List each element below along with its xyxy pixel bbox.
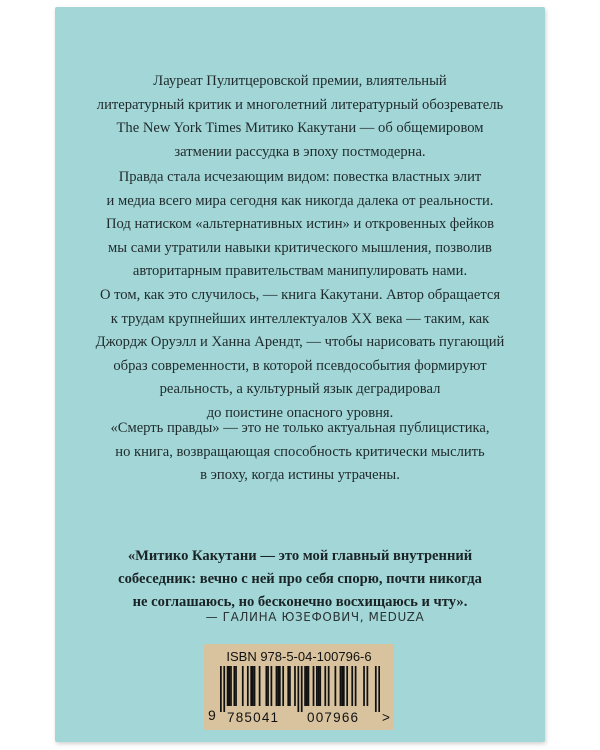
barcode-bar	[279, 666, 281, 706]
barcode-bar	[306, 666, 308, 706]
barcode-bar	[233, 666, 235, 706]
ean-left-group: 785041	[227, 710, 280, 725]
barcode-bar	[346, 666, 348, 706]
barcode-bar	[367, 666, 369, 706]
intro-line: The New York Times Митико Какутани — об общемировом	[116, 120, 484, 137]
barcode-bar	[289, 666, 291, 706]
body-line: авторитарным правительствам манипулировать нами.	[132, 263, 468, 280]
quote-attribution: — ГАЛИНА ЮЗЕФОВИЧ, MEDUZA	[205, 610, 425, 624]
barcode-bar	[335, 666, 337, 706]
pull-quote	[55, 545, 545, 614]
barcode-bar	[230, 666, 232, 706]
quote-line: не соглашаюсь, но бесконечно восхищаюсь и чту».	[132, 594, 468, 610]
barcode-bar	[282, 666, 284, 706]
barcode-bar	[220, 666, 222, 712]
ean-quiet-zone-marker: >	[382, 710, 390, 725]
body-line: Джордж Оруэлл и Ханна Арендт, — чтобы нарисовать пугающий	[95, 334, 505, 351]
barcode-bar	[351, 666, 353, 706]
body-line: к трудам крупнейших интеллектуалов XX века — таким, как	[110, 310, 490, 327]
barcode-bar	[294, 666, 296, 706]
body-line: Под натиском «альтернативных истин» и откровенных фейков	[105, 216, 495, 233]
barcode-bar	[247, 666, 249, 706]
intro-line: Лауреат Пулитцеровской премии, влиятельный	[153, 73, 447, 89]
barcode-bar	[316, 666, 318, 706]
body-paragraph	[55, 166, 545, 426]
barcode-bar	[308, 666, 310, 706]
ean-first-digit: 9	[208, 707, 216, 723]
barcode-bar	[265, 666, 267, 706]
barcode-bar	[250, 666, 252, 706]
quote-line: собеседник: вечно с ней про себя спорю, почти никогда	[118, 571, 482, 587]
closing-line: в эпоху, когда истины утрачены.	[200, 467, 400, 484]
barcode-bar	[328, 666, 330, 706]
barcode-bar	[259, 666, 261, 706]
barcode-bar	[340, 666, 342, 706]
barcode-bar	[271, 666, 273, 706]
body-line: до поистине опасного уровня.	[206, 404, 394, 421]
body-line: образ современности, в которой псевдособытия формируют	[113, 357, 487, 374]
intro-line: литературный критик и многолетний литературный обозреватель	[96, 96, 504, 113]
barcode-bar	[242, 666, 244, 706]
barcode-bar	[378, 666, 380, 712]
barcode-bar	[227, 666, 229, 706]
barcode-bar	[355, 666, 357, 706]
isbn-label: ISBN 978-5-04-100796-6	[226, 649, 372, 664]
book-back-cover	[55, 7, 545, 742]
body-line: и медиа всего мира сегодня как никогда далека от реальности.	[106, 192, 494, 209]
barcode-icon	[220, 666, 380, 712]
quote-line: «Митико Какутани — это мой главный внутренний	[127, 548, 473, 564]
barcode-bar	[235, 666, 237, 706]
barcode-bar	[277, 666, 279, 706]
barcode-bar	[287, 666, 289, 706]
barcode-bar	[267, 666, 269, 706]
body-line: Правда стала исчезающим видом: повестка властных элит	[118, 169, 482, 185]
closing-line: «Смерть правды» — это не только актуальная публицистика,	[110, 420, 490, 436]
body-line: реальность, а культурный язык деградировал	[159, 381, 441, 398]
barcode-bar	[301, 666, 303, 712]
intro-line: затмении рассудка в эпоху постмодерна.	[174, 143, 426, 160]
barcode-bar	[228, 666, 230, 706]
barcode-bar	[318, 666, 320, 706]
closing-paragraph	[55, 417, 545, 488]
barcode-bar	[363, 666, 365, 706]
barcode-bar	[254, 666, 256, 706]
barcode-bar	[313, 666, 315, 706]
body-line: мы сами утратили навыки критического мышления, позволив	[108, 239, 492, 256]
barcode-bar	[343, 666, 345, 706]
intro-paragraph	[55, 70, 545, 164]
barcode-bar	[304, 666, 306, 706]
barcode-bar	[223, 666, 225, 712]
barcode-bar	[297, 666, 299, 712]
barcode-bar	[319, 666, 321, 706]
ean-right-group: 007966	[307, 710, 360, 725]
barcode-bar	[341, 666, 343, 706]
barcode-bar	[324, 666, 326, 706]
barcode-bar	[276, 666, 278, 706]
barcode-bar	[375, 666, 377, 712]
barcode-bar	[252, 666, 254, 706]
isbn-barcode-panel	[204, 644, 394, 730]
body-line: О том, как это случилось, — книга Какутани. Автор обращается	[99, 286, 501, 303]
closing-line: но книга, возвращающая способность критически мыслить	[115, 443, 485, 460]
